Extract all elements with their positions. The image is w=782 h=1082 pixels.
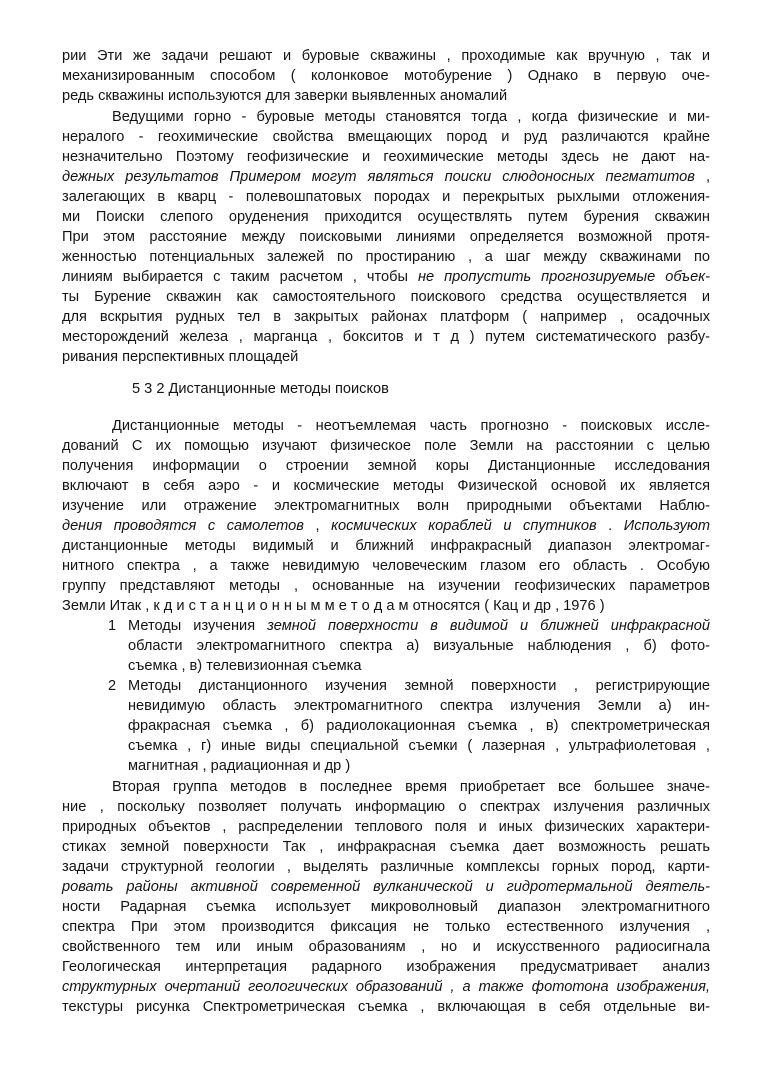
italic-text: структурных очертаний геологических образований , а также фототона изображения, bbox=[62, 979, 710, 995]
text-line: Ведущими горно - буровые методы становятся тогда , когда физические и ми- bbox=[112, 109, 710, 125]
text-line: месторождений железа , марганца , бокситов и т д ) путем систематического разбу- bbox=[62, 329, 710, 345]
text-line: залегающих в кварц - полевошпатовых породах и перекрытых рыхлыми отложения- bbox=[62, 189, 710, 205]
text-line: Земли Итак , к д и с т а н ц и о н н ы м м е т о д а м относятся ( Кац и др , 1976 ) bbox=[62, 598, 605, 614]
text-line: женностью потенциальных залежей по простиранию , а шаг между скважинами по bbox=[62, 249, 710, 265]
list-item-line bbox=[128, 616, 710, 636]
text-line: Дистанционные методы - неотъемлемая часть прогнозно - поисковых иссле- bbox=[112, 418, 710, 434]
text-line: ривания перспективных площадей bbox=[62, 349, 299, 365]
text-line: Вторая группа методов в последнее время приобретает все большее значе- bbox=[112, 779, 710, 795]
italic-text: Используют bbox=[623, 518, 710, 534]
italic-text: не пропустить прогнозируемые объек- bbox=[418, 269, 710, 285]
text-line: свойственного тем или иным образованиям , но и искусственного радиосигнала bbox=[62, 939, 710, 955]
text-span: , bbox=[694, 169, 710, 185]
list-item-line: съемка , в) телевизионная съемка bbox=[128, 658, 362, 674]
text-line: дистанционные методы видимый и ближний инфракрасный диапазон электромаг- bbox=[62, 538, 710, 554]
italic-text: ровать районы активной современной вулканической и гидротермальной деятель- bbox=[62, 879, 710, 895]
text-line: текстуры рисунка Спектрометрическая съемка , включающая в себя отдельные ви- bbox=[62, 999, 710, 1015]
text-line: ние , поскольку позволяет получать информацию о спектрах излучения различных bbox=[62, 799, 710, 815]
text-line: незначительно Поэтому геофизические и геохимические методы здесь не дают на- bbox=[62, 149, 710, 165]
text-line bbox=[62, 167, 710, 187]
italic-text: дежных результатов Примером могут являться поиски слюдоносных пегматитов bbox=[62, 169, 695, 185]
text-span: , bbox=[303, 518, 332, 534]
list-number: 1 bbox=[108, 618, 117, 634]
text-line: ности Радарная съемка использует микроволновый диапазон электромагнитного bbox=[62, 899, 710, 915]
text-line: нитного спектра , а также невидимую человеческим глазом его область . Особую bbox=[62, 558, 710, 574]
list-number: 2 bbox=[108, 678, 117, 694]
text-line: стиках земной поверхности Так , инфракрасная съемка дает возможность решать bbox=[62, 839, 710, 855]
text-line: редь скважины используются для заверки выявленных аномалий bbox=[62, 88, 508, 104]
text-line: группу представляют методы , основанные на изучении геофизических параметров bbox=[62, 578, 710, 594]
text-line: нералого - геохимические свойства вмещающих пород и руд различаются крайне bbox=[62, 129, 710, 145]
italic-text: земной поверхности в видимой и ближней инфракрасной bbox=[267, 618, 710, 634]
text-line bbox=[62, 977, 710, 997]
text-line: ми Поиски слепого оруденения приходится осуществлять путем бурения скважин bbox=[62, 209, 710, 225]
text-line: дований С их помощью изучают физическое поле Земли на расстоянии с целью bbox=[62, 438, 710, 454]
text-line bbox=[62, 877, 710, 897]
text-span: . bbox=[596, 518, 624, 534]
text-line: ты Бурение скважин как самостоятельного поискового средства осуществляется и bbox=[62, 289, 710, 305]
text-line: для вскрытия рудных тел в закрытых районах платформ ( например , осадочных bbox=[62, 309, 710, 325]
text-span: Методы изучения bbox=[128, 618, 268, 634]
text-line bbox=[62, 516, 710, 536]
text-line bbox=[62, 267, 710, 287]
list-item-line: Методы дистанционного изучения земной поверхности , регистрирующие bbox=[128, 678, 710, 694]
list-item-line: фракрасная съемка , б) радиолокационная съемка , в) спектрометрическая bbox=[128, 718, 710, 734]
text-line: получения информации о строении земной коры Дистанционные исследования bbox=[62, 458, 710, 474]
text-line: механизированным способом ( колонковое мотобурение ) Однако в первую оче- bbox=[62, 68, 710, 84]
text-line: изучение или отражение электромагнитных волн природными объектами Наблю- bbox=[62, 498, 710, 514]
section-heading: 5 3 2 Дистанционные методы поисков bbox=[132, 381, 389, 397]
list-item-line: области электромагнитного спектра а) визуальные наблюдения , б) фото- bbox=[128, 638, 710, 654]
italic-text: дения проводятся с самолетов bbox=[62, 518, 304, 534]
text-line: спектра При этом производится фиксация не только естественного излучения , bbox=[62, 919, 710, 935]
text-line: рии Эти же задачи решают и буровые скважины , проходимые как вручную , так и bbox=[62, 48, 710, 64]
list-item-line: съемка , г) иные виды специальной съемки ( лазерная , ультрафиолетовая , bbox=[128, 738, 710, 754]
text-line: При этом расстояние между поисковыми линиями определяется возможной протя- bbox=[62, 229, 710, 245]
list-item-line: невидимую область электромагнитного спектра излучения Земли а) ин- bbox=[128, 698, 710, 714]
text-line: природных объектов , распределении теплового поля и иных физических характери- bbox=[62, 819, 710, 835]
text-line: включают в себя аэро - и космические методы Физической основой их является bbox=[62, 478, 710, 494]
text-span: линиям выбирается с таким расчетом , чтобы bbox=[62, 269, 419, 285]
list-item-line: магнитная , радиационная и др ) bbox=[128, 758, 351, 774]
italic-text: космических кораблей и спутников bbox=[331, 518, 597, 534]
text-line: Геологическая интерпретация радарного изображения предусматривает анализ bbox=[62, 959, 710, 975]
text-line: задачи структурной геологии , выделять различные комплексы горных пород, карти- bbox=[62, 859, 710, 875]
